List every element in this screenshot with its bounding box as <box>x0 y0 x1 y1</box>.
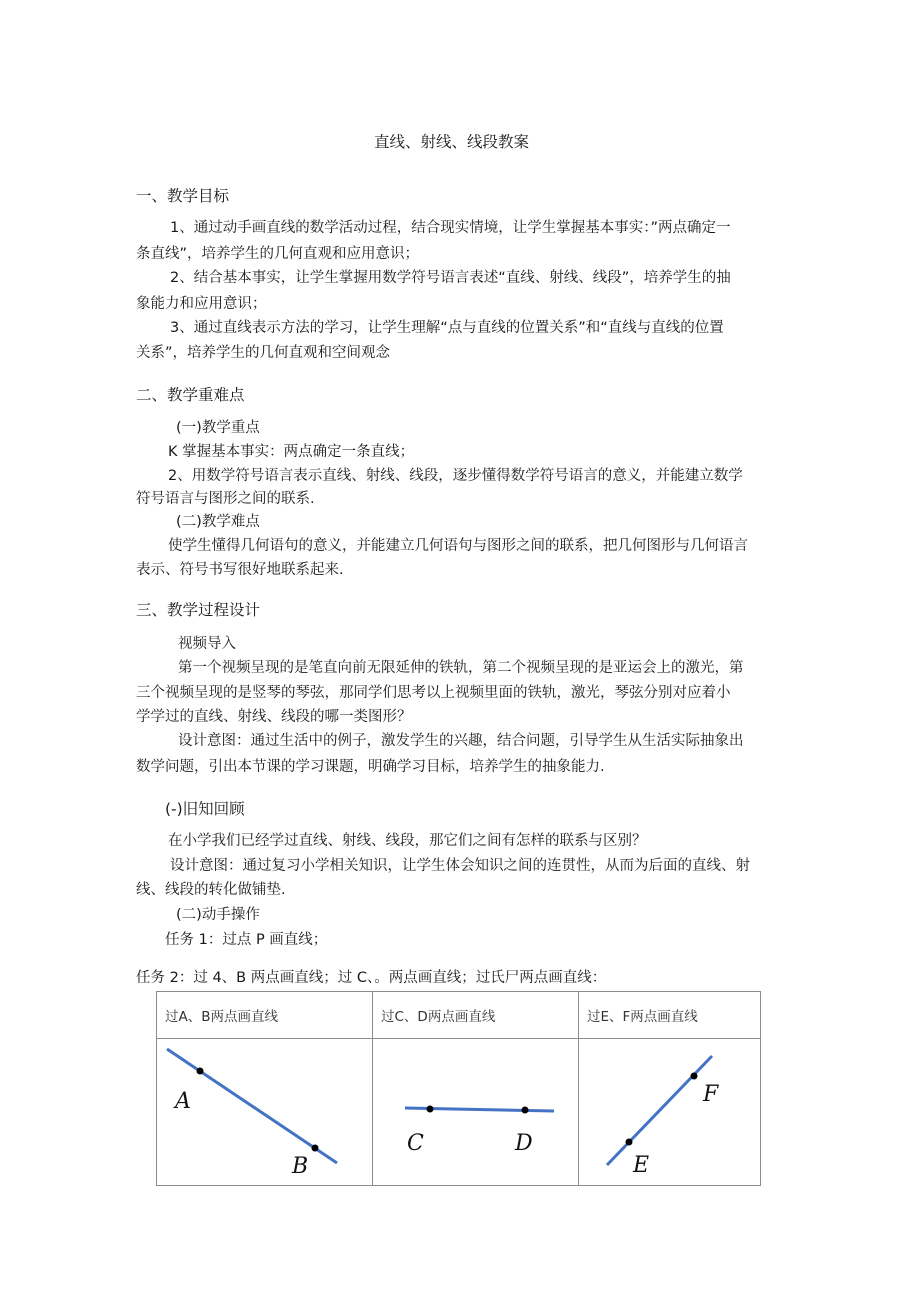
header-ab: 过A、B两点画直线 <box>157 992 373 1039</box>
label-a: A <box>175 1089 191 1114</box>
label-b: B <box>292 1154 309 1179</box>
task2: 任务 2：过 4、B 两点画直线；过 C、。两点画直线；过氏尸两点画直线： <box>136 970 607 986</box>
point-e <box>626 1139 633 1146</box>
section2-heading: 二、教学重难点 <box>136 386 245 404</box>
diagram-ef <box>579 1039 760 1185</box>
hands-on-heading: (二)动手操作 <box>176 907 260 923</box>
key-point1: K 掌握基本事实：两点确定一条直线； <box>168 444 415 460</box>
difficulty-line1: 使学生懂得几何语句的意义，并能建立几何语句与图形之间的联系，把几何图形与几何语言 <box>168 538 748 554</box>
key-point2-line2: 符号语言与图形之间的联系. <box>136 491 315 507</box>
video-line3: 学学过的直线、射线、线段的哪一类图形？ <box>136 709 412 725</box>
goal2-line1: 2、结合基本事实，让学生掌握用数学符号语言表述“直线、射线、线段”，培养学生的抽 <box>170 270 731 286</box>
review-heading: (-)旧知回顾 <box>165 800 245 818</box>
key-point2-line1: 2、用数学符号语言表示直线、射线、线段，逐步懂得数学符号语言的意义，并能建立数学 <box>168 468 743 484</box>
line-ef <box>607 1056 712 1165</box>
goal1-line2: 条直线”，培养学生的几何直观和应用意识； <box>136 246 420 262</box>
diagram-cd <box>373 1039 578 1185</box>
section3-heading: 三、教学过程设计 <box>136 601 261 619</box>
task1: 任务 1：过点 P 画直线； <box>165 932 328 948</box>
label-c: C <box>407 1131 424 1156</box>
figure-table <box>156 991 761 1186</box>
video-line1: 第一个视频呈现的是笔直向前无限延伸的铁轨，第二个视频呈现的是亚运会上的激光，第 <box>178 660 744 676</box>
video-heading: 视频导入 <box>178 636 236 652</box>
diagram-ab <box>157 1039 372 1185</box>
line-ab <box>167 1049 337 1163</box>
point-b <box>312 1145 319 1152</box>
video-intent-line1: 设计意图：通过生活中的例子，激发学生的兴趣，结合问题，引导学生从生活实际抽象出 <box>178 733 744 749</box>
label-d: D <box>515 1131 533 1156</box>
key-points-heading: (一)教学重点 <box>176 420 260 436</box>
point-a <box>197 1068 204 1075</box>
goal3-line1: 3、通过直线表示方法的学习，让学生理解“点与直线的位置关系”和“直线与直线的位置 <box>170 320 724 336</box>
video-intent-line2: 数学问题，引出本节课的学习课题，明确学习目标，培养学生的抽象能力. <box>136 759 605 775</box>
review-intent-line1: 设计意图：通过复习小学相关知识，让学生体会知识之间的连贯性，从而为后面的直线、射 <box>170 858 750 874</box>
point-c <box>427 1106 434 1113</box>
review-intent-line2: 线、线段的转化做铺垫. <box>136 882 286 898</box>
difficulty-heading: (二)教学难点 <box>176 514 260 530</box>
doc-title: 直线、射线、线段教案 <box>374 133 530 151</box>
cell-cd <box>373 1039 579 1186</box>
goal1-line1: 1、通过动手画直线的数学活动过程，结合现实情境，让学生掌握基本事实：”两点确定一 <box>170 220 731 236</box>
goal3-line2: 关系”，培养学生的几何直观和空间观念 <box>136 345 391 361</box>
point-f <box>691 1073 698 1080</box>
cell-ef <box>579 1039 761 1186</box>
difficulty-line2: 表示、符号书写很好地联系起来. <box>136 562 344 578</box>
cell-ab <box>157 1039 373 1186</box>
header-cd: 过C、D两点画直线 <box>373 992 579 1039</box>
goal2-line2: 象能力和应用意识； <box>136 296 267 312</box>
label-f: F <box>703 1082 719 1107</box>
point-d <box>522 1107 529 1114</box>
section1-heading: 一、教学目标 <box>136 187 230 205</box>
header-ef: 过E、F两点画直线 <box>579 992 761 1039</box>
label-e: E <box>633 1153 650 1178</box>
review-question: 在小学我们已经学过直线、射线、线段，那它们之间有怎样的联系与区别？ <box>168 833 647 849</box>
video-line2: 三个视频呈现的是竖琴的琴弦，那同学们思考以上视频里面的铁轨，激光，琴弦分别对应着小 <box>136 685 731 701</box>
